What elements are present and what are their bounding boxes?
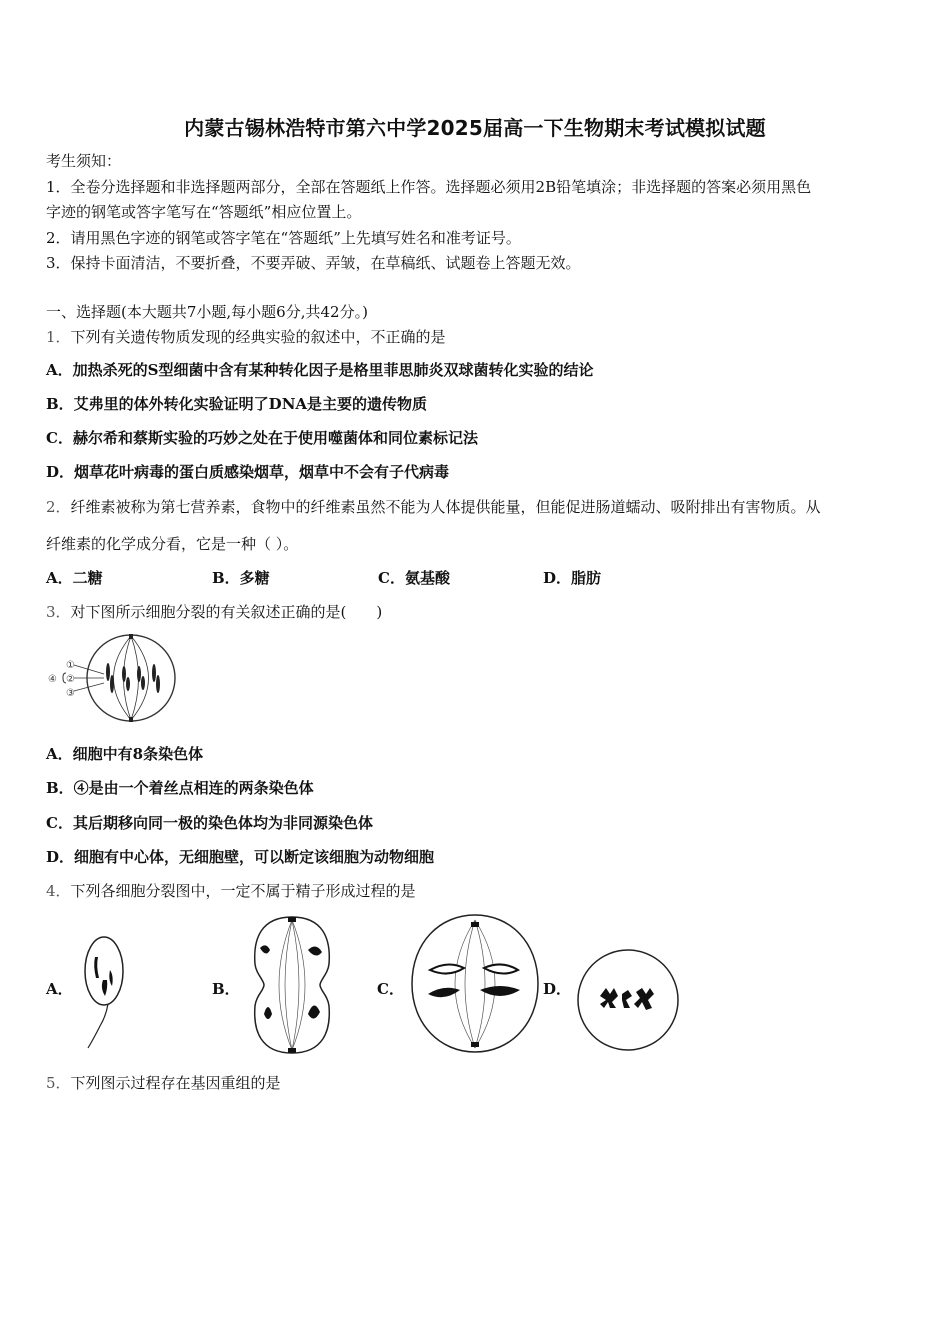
question-4 [46, 881, 416, 901]
q2-option-c: C．氨基酸 [378, 569, 450, 587]
q2-option-b: B．多糖 [212, 569, 270, 587]
question-stem: 下列各细胞分裂图中，一定不属于精子形成过程的是 [70, 882, 416, 900]
question-number: 1． [46, 328, 71, 346]
q4-option-b: B． [212, 980, 240, 998]
question-number: 4． [46, 882, 71, 900]
q2-option-d: D．脂肪 [543, 569, 602, 587]
q4-option-c: C． [377, 980, 404, 998]
question-1 [46, 327, 446, 347]
q1-option-a: A．加热杀死的S型细菌中含有某种转化因子是格里菲思肺炎双球菌转化实验的结论 [46, 361, 594, 379]
figure-b-cell [246, 914, 338, 1056]
notice-item: 1．全卷分选择题和非选择题两部分，全部在答题纸上作答。选择题必须用2B铅笔填涂；非选择题的答案必须用黑色 [46, 178, 812, 196]
notice-item: 3．保持卡面清洁，不要折叠，不要弄破、弄皱，在草稿纸、试题卷上答题无效。 [46, 254, 581, 272]
q1-option-c: C．赫尔希和蔡斯实验的巧妙之处在于使用噬菌体和同位素标记法 [46, 429, 478, 447]
question-number: 3． [46, 603, 71, 621]
label-2: ② [66, 674, 75, 685]
label-3: ③ [66, 688, 75, 699]
q4-option-a: A． [46, 980, 73, 998]
question-5 [46, 1073, 281, 1093]
question-stem: 下列图示过程存在基因重组的是 [70, 1074, 281, 1092]
figure-c-cell [410, 912, 540, 1056]
question-stem: 纤维素被称为第七营养素，食物中的纤维素虽然不能为人体提供能量，但能促进肠道蠕动、吸附排出有害物质。从 [70, 498, 821, 516]
q2-option-a: A．二糖 [46, 569, 103, 587]
q3-option-a: A．细胞中有8条染色体 [46, 745, 204, 763]
notice-heading: 考生须知： [46, 152, 122, 170]
question-stem-continued: 纤维素的化学成分看，它是一种（ ）。 [46, 535, 299, 553]
q3-option-c: C．其后期移向同一极的染色体均为非同源染色体 [46, 814, 373, 832]
notice-item: 字迹的钢笔或答字笔写在“答题纸”相应位置上。 [46, 203, 362, 221]
q3-option-b: B．④是由一个着丝点相连的两条染色体 [46, 779, 314, 797]
notice-item: 2．请用黑色字迹的钢笔或答字笔在“答题纸”上先填写姓名和准考证号。 [46, 229, 521, 247]
page-title: 内蒙古锡林浩特市第六中学2025届高一下生物期末考试模拟试题 [184, 116, 766, 140]
q4-option-d: D． [543, 980, 572, 998]
q1-option-d: D．烟草花叶病毒的蛋白质感染烟草，烟草中不会有子代病毒 [46, 463, 450, 481]
label-4: ④ [48, 674, 57, 685]
question-number: 2． [46, 498, 71, 516]
question-stem: 下列有关遗传物质发现的经典实验的叙述中，不正确的是 [70, 328, 446, 346]
question-2 [46, 497, 821, 517]
question-3 [46, 602, 382, 622]
cell-division-figure [46, 632, 178, 724]
figure-d-cell [576, 948, 680, 1052]
question-stem: 对下图所示细胞分裂的有关叙述正确的是( ) [70, 603, 383, 621]
question-number: 5． [46, 1074, 71, 1092]
q3-option-d: D．细胞有中心体，无细胞壁，可以断定该细胞为动物细胞 [46, 848, 435, 866]
q1-option-b: B．艾弗里的体外转化实验证明了DNA是主要的遗传物质 [46, 395, 428, 413]
section-heading: 一、选择题(本大题共7小题,每小题6分,共42分。) [46, 303, 368, 321]
figure-a-cell [80, 934, 140, 1052]
label-1: ① [66, 660, 75, 671]
